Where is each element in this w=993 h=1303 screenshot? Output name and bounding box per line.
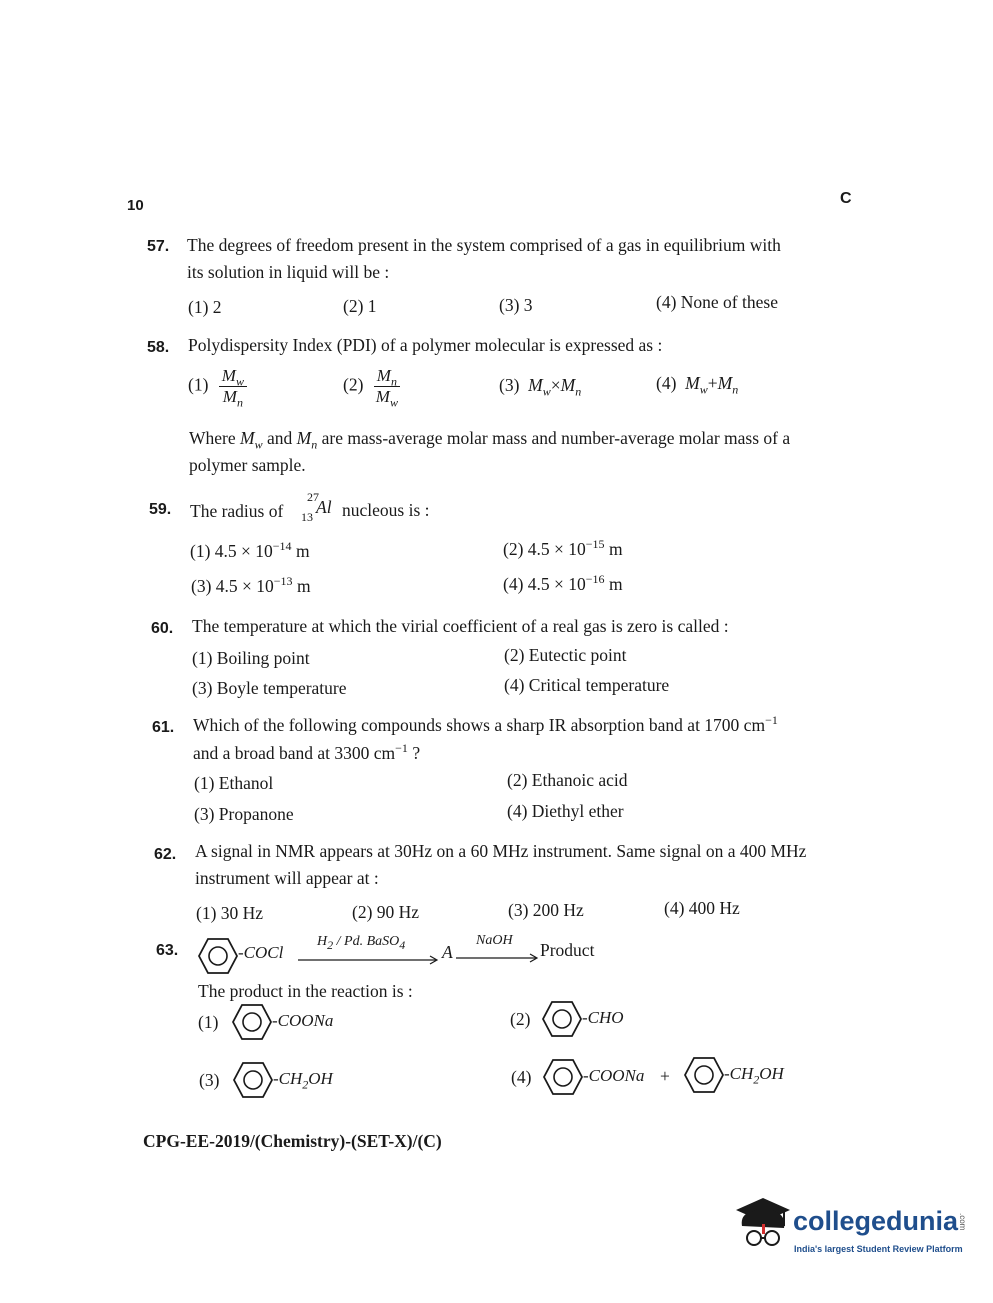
option: (4) $4.5 \times 10^{-16}$ m bbox=[503, 572, 623, 594]
brand-tagline: India's largest Student Review Platform bbox=[794, 1244, 963, 1254]
question-text: and a broad band at 3300 $cm^{-1}$ ? bbox=[193, 741, 421, 763]
product-label: Product bbox=[540, 940, 595, 960]
reaction-arrow-icon bbox=[456, 950, 540, 968]
benzene-ring-icon bbox=[543, 1058, 583, 1101]
question-text: The degrees of freedom present in the system comprised of a gas in equilibrium with bbox=[187, 235, 781, 255]
reagent-2: NaOH bbox=[476, 933, 513, 948]
option: (3) $4.5 \times 10^{-13}$ m bbox=[191, 574, 311, 596]
option-label: (4) bbox=[511, 1067, 532, 1087]
question-text: The temperature at which the virial coefficient of a real gas is zero is called : bbox=[192, 616, 729, 636]
question-number: 63. bbox=[156, 942, 179, 959]
option: (3) 200 Hz bbox=[508, 900, 584, 920]
option: (4) Diethyl ether bbox=[507, 801, 624, 821]
option: (2) 1 bbox=[343, 296, 377, 316]
substituent-group: $-CH_2OH$ bbox=[724, 1064, 784, 1087]
benzene-ring-icon bbox=[542, 1000, 582, 1043]
option: (1) 30 Hz bbox=[196, 903, 264, 923]
option: (2) Ethanoic acid bbox=[507, 770, 628, 790]
paper-code: CPG-EE-2019/(Chemistry)-(SET-X)/(C) bbox=[143, 1131, 442, 1151]
substituent-group: $-CH_2OH$ bbox=[273, 1069, 333, 1092]
option: (2) $4.5 \times 10^{-15}$ m bbox=[503, 537, 623, 559]
question-number: 62. bbox=[154, 846, 177, 863]
benzene-ring-icon bbox=[198, 937, 238, 980]
question-text: The product in the reaction is : bbox=[198, 981, 413, 1001]
option: (1) $4.5 \times 10^{-14}$ m bbox=[190, 539, 310, 561]
option: (1) Boiling point bbox=[192, 648, 310, 668]
option: (3) 3 bbox=[499, 295, 533, 315]
option-label: (2) bbox=[510, 1009, 531, 1029]
benzene-ring-icon bbox=[232, 1003, 272, 1046]
option: (3) Propanone bbox=[194, 804, 294, 824]
substituent-group: -COONa bbox=[583, 1066, 645, 1085]
option: (4) None of these bbox=[656, 292, 778, 312]
option-formula-2: (2) $\frac{M_n}{M_w}$ bbox=[343, 366, 398, 410]
option: (1) Ethanol bbox=[194, 773, 274, 793]
option-formula-1: (1) $\frac{M_w}{M_n}$ bbox=[188, 366, 247, 407]
option: (1) 2 bbox=[188, 297, 222, 317]
option: (4) Critical temperature bbox=[504, 675, 670, 695]
option-formula-3: (3) $M_w\times M_n$ bbox=[499, 375, 582, 399]
question-note: Where $M_w$ and $M_n$ are mass-average molar mass and number-average molar mass of a bbox=[189, 428, 791, 452]
option: (2) Eutectic point bbox=[504, 645, 627, 665]
option: (2) 90 Hz bbox=[352, 902, 420, 922]
question-number: 57. bbox=[147, 238, 170, 255]
question-text: Polydispersity Index (PDI) of a polymer molecular is expressed as : bbox=[188, 335, 663, 355]
question-text: The radius of bbox=[190, 501, 284, 521]
option: (3) Boyle temperature bbox=[192, 678, 347, 698]
question-text: nucleous is : bbox=[342, 500, 430, 520]
nuclide-symbol: 27 13 Al bbox=[301, 490, 332, 524]
substituent-group: -COONa bbox=[272, 1011, 334, 1030]
plus-sign: + bbox=[660, 1066, 670, 1086]
substituent-group: -CHO bbox=[582, 1008, 624, 1027]
question-number: 61. bbox=[152, 719, 175, 736]
option-label: (1) bbox=[198, 1012, 219, 1032]
collegedunia-mascot-icon bbox=[734, 1196, 792, 1263]
question-text: its solution in liquid will be : bbox=[187, 262, 390, 282]
question-number: 60. bbox=[151, 620, 174, 637]
reagent-1: $H_2$ / Pd. BaSO$_4$ bbox=[317, 934, 406, 952]
question-note: polymer sample. bbox=[189, 455, 306, 475]
question-text: instrument will appear at : bbox=[195, 868, 379, 888]
benzene-ring-icon bbox=[233, 1061, 273, 1104]
reaction-arrow-icon bbox=[298, 952, 440, 970]
option: (4) 400 Hz bbox=[664, 898, 740, 918]
set-code: C bbox=[840, 190, 852, 207]
question-text: A signal in NMR appears at 30Hz on a 60 MHz instrument. Same signal on a 400 MHz bbox=[195, 841, 807, 861]
brand-name: collegedunia.com bbox=[793, 1206, 968, 1236]
page-number: 10 bbox=[127, 197, 144, 214]
question-number: 58. bbox=[147, 339, 170, 356]
benzene-ring-icon bbox=[684, 1056, 724, 1099]
question-number: 59. bbox=[149, 501, 172, 518]
reactant-group: -COCl bbox=[238, 943, 284, 962]
option-label: (3) bbox=[199, 1070, 220, 1090]
question-text: Which of the following compounds shows a sharp IR absorption band at 1700 $cm^{-1}$ bbox=[193, 713, 778, 735]
option-formula-4: (4) $M_w+M_n$ bbox=[656, 373, 739, 397]
intermediate-label: A bbox=[442, 942, 453, 962]
